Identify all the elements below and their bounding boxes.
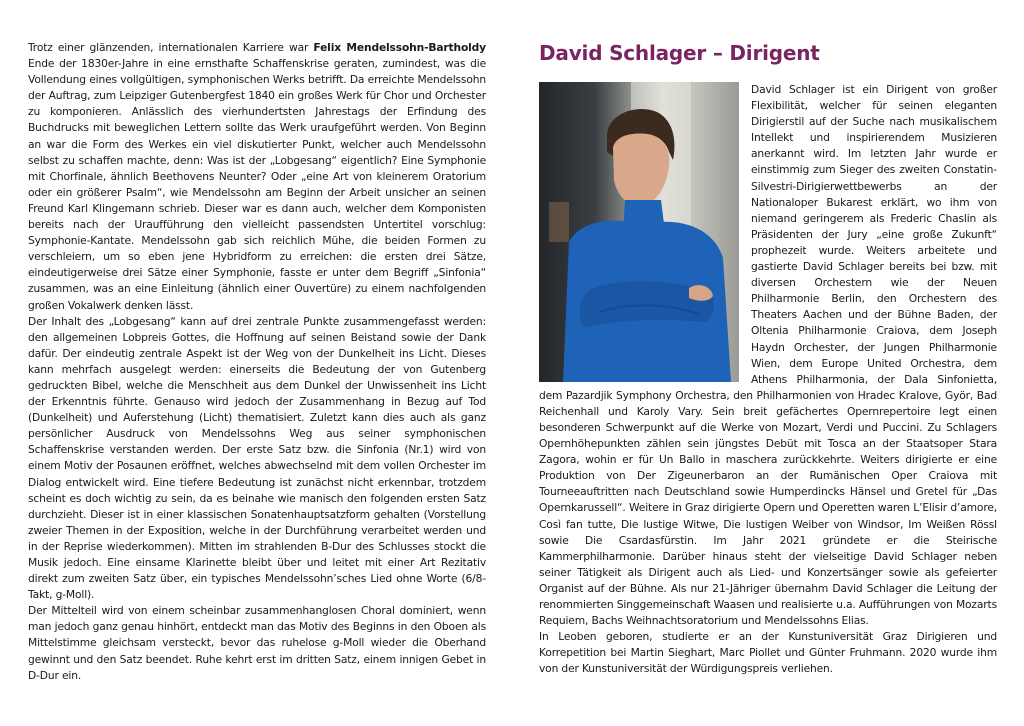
portrait-illustration	[539, 82, 739, 382]
right-column-conductor-bio	[539, 40, 997, 677]
paragraph-middle-section: Der Mittelteil wird von einem scheinbar zusammenhanglosen Choral dominiert, wenn man jedoch ganz genau hinhört, entdeckt man das Motiv des Beginns in den Oboen als Mittelstimme gleichsam versteckt, bevor das ruhelose g-Moll wieder die Oberhand gewinnt und den Satz beendet. Ruhe kehrt erst im dritten Satz, einem innigen Gebet in D-Dur ein.	[28, 604, 486, 682]
bio-paragraph-main: David Schlager ist ein Dirigent von großer Flexibilität, welcher für seinen eleganten Dirigierstil auf der Suche nach musikalischem Intellekt und inspirierendem Musizieren anerkannt wird. Im letzten Jahr wurde er einstimmig zum Sieger des zweiten Constatin-Silvestri-Dirigierwettbewerbs an der Nationaloper Bukarest erklärt, wo ihm von niemand geringerem als Frederic Chaslin als Präsidenten der Jury „eine große Zukunft“ prophezeit wurde. Weiters arbeitete und gastierte David Schlager bereits bei bzw. mit diversen Orchestern wie der Neuen Philharmonie Berlin, den Orchestern des Theaters Aachen und der Bühne Baden, der Oltenia Philharmonie Craiova, dem Joseph Haydn Orchester, der Jungen Philharmonie Wien, dem Europe United Orchestra, dem Athens Philharmonia, der Dala Sinfonietta, dem Pazardjik Symphony Orchestra, den Philharmonien von Hradec Kralove, Györ, Bad Reichenhall und Karoly Vary. Sein breit gefächertes Opernrepertoire legt einen besonderen Schwerpunkt auf die Werke von Mozart, Verdi und Puccini. Zu Schlagers Opernhöhepunkten zählen sein jüngstes Debüt mit Tosca an der Staatsoper Stara Zagora, wohin er für Un Ballo in maschera zurückkehrte. Weiters dirigierte er eine Produktion von Der Zigeunerbaron an der Rumänischen Oper Craiova mit Tourneeauftritten nach Deutschland sowie Humperdincks Hänsel und Gretel für „Das Opernkarussell“. Weitere in Graz dirigierte Opern und Operetten waren L’Elisir d’amore, Così fan tutte, Die lustige Witwe, Die lustigen Weiber von Windsor, Im Weißen Rössl sowie Die Csardasfürstin. Im Jahr 2021 gründete er die Steirische Kammerphilharmonie. Darüber hinaus steht der vielseitige David Schlager neben seiner Tätigkeit als Dirigent auch als Lied- und Konzertsänger sowie als gefeierter Organist auf der Bühne. Als nur 21-Jähriger übernahm David Schlager die Leitung der renommierten Singgemeinschaft Waasen und realisierte u.a. Aufführungen von Mozarts Requiem, Bachs Weihnachtsoratorium und Mendelssohns Elias.	[539, 83, 997, 628]
composer-name: Felix Mendelssohn-Bartholdy	[313, 41, 486, 54]
intro-text-start: Trotz einer glänzenden, internationalen Karriere war	[28, 41, 314, 54]
conductor-heading: David Schlager – Dirigent	[539, 41, 820, 65]
bio-paragraph-education: In Leoben geboren, studierte er an der Kunstuniversität Graz Dirigieren und Korrepetition bei Martin Sieghart, Marc Piollet und Günter Fruhmann. 2020 wurde ihm von der Kunstuniversität der Würdigungspreis verliehen.	[539, 630, 997, 676]
left-column-lobgesang-text	[28, 40, 486, 684]
intro-text-rest: Ende der 1830er-Jahre in eine ernsthafte Schaffenskrise geraten, zumindest, was die Vollendung eines vollgültigen, symphonischen Werks betrifft. Da erreichte Mendelssohn der Auftrag, zum Leipziger Gutenbergfest 1840 ein großes Werk für Chor und Orchester zu komponieren. Anlässlich des vierhundertsten Jahrestags der Erfindung des Buchdrucks mit beweglichen Lettern sollte das Werk uraufgeführt werden. Von Beginn an war die Form des Werkes ein viel diskutierter Punkt, welcher auch Mendelssohn selbst zu schaffen machte, denn: Was ist der „Lobgesang“ eigentlich? Eine Symphonie mit Chorfinale, ähnlich Beethovens Neunter? Oder „eine Art von kleinerem Oratorium oder ein größerer Psalm“, wie Mendelssohn am Beginn der Arbeit unsicher an seinen Freund Karl Klingemann schrieb. Dieser war es dann auch, welcher dem Komponisten bereits nach der Uraufführung den vielleicht passendsten Untertitel vorschlug: Symphonie-Kantate. Mendelssohn gab sich reichlich Mühe, die beiden Formen zu verschleiern, um so eben jene Hybridform zu erreichen: die ersten drei Sätze, eindeutigerweise drei Sätze einer Symphonie, fasste er unter dem Begriff „Sinfonia“ zusammen, was an eine Einleitung (ähnlich einer Ouvertüre) zu einem nachfolgenden großen Vokalwerk denken lässt.	[28, 57, 486, 312]
paragraph-intro	[28, 40, 486, 314]
conductor-portrait-photo	[539, 82, 739, 382]
paragraph-content: Der Inhalt des „Lobgesang“ kann auf drei zentrale Punkte zusammengefasst werden: den allgemeinen Lobpreis Gottes, die Hoffnung auf seinen Beistand sowie der Dank dafür. Der eindeutig zentrale Aspekt ist der Weg von der Dunkelheit ins Licht. Dieses kann mehrfach ausgelegt werden: einerseits die Bedeutung der von Gutenberg gedruckten Bibel, welche die Menschheit aus dem Dunkel der Unwissenheit ins Licht der Erkenntnis führte. Genauso wird jedoch der Zusammenhang in Bezug auf Tod (Dunkelheit) und Auferstehung (Licht) thematisiert. Zuletzt kann dies auch als ganz persönlicher Ausdruck von Mendelssohns Weg aus seiner symphonischen Schaffenskrise verstanden werden. Der erste Satz bzw. die Sinfonia (Nr.1) wird von einem Motiv der Posaunen eröffnet, welches abwechselnd mit dem vollen Orchester im Dialog entwickelt wird. Eine tiefere Bedeutung ist zunächst nicht erkennbar, trotzdem scheint es doch wichtig zu sein, da es beinahe wie manisch den folgenden ersten Satz durchzieht. Dieser ist in einer klassischen Sonatenhauptsatzform gehalten (Vorstellung zweier Themen in der Exposition, welche in der Durchführung verarbeitet werden und in der Reprise wiederkommen). Mitten im strahlenden B-Dur des Schlusses stockt die Musik jedoch. Eine einsame Klarinette bleibt über und leitet mit einer Art Rezitativ direkt zum zweiten Satz über, ein typisches Mendelssohn’sches Lied ohne Worte (6/8-Takt, g-Moll).	[28, 314, 486, 602]
